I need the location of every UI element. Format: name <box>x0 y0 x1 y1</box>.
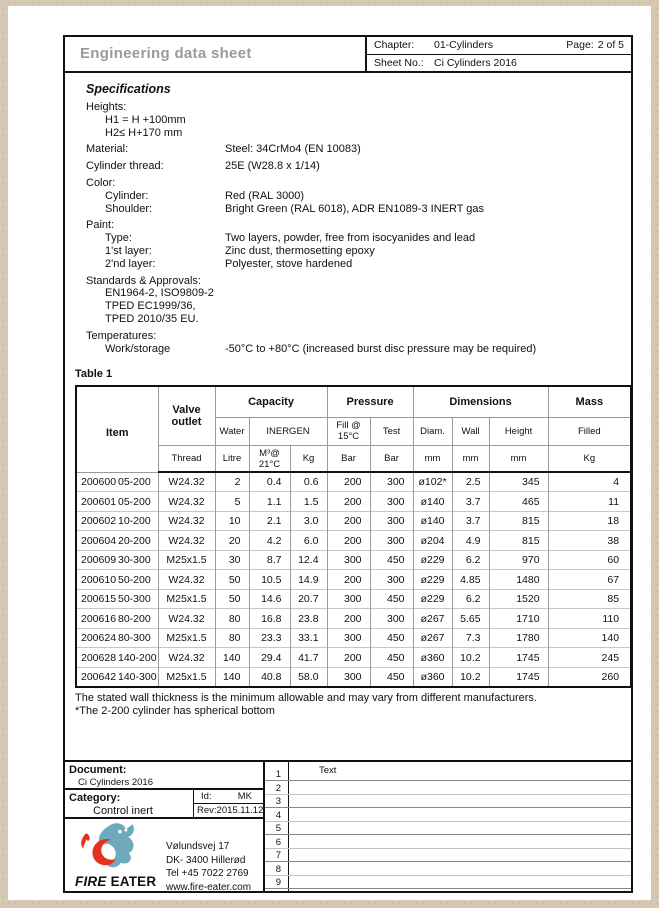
cell-filled: 60 <box>548 550 631 570</box>
text-column-header: Text <box>319 765 337 776</box>
id-value: MK <box>237 791 252 802</box>
table-row <box>76 609 631 629</box>
cell-test: 450 <box>370 550 413 570</box>
fire-eater-logo-icon <box>75 822 153 868</box>
spec-label: Color: <box>86 176 116 189</box>
rev-row <box>194 804 263 817</box>
cell-fill: 200 <box>327 492 370 512</box>
unit-mm-wall: mm <box>452 445 489 472</box>
cell-item-size: 10-200 <box>118 515 151 528</box>
col-inergen: INERGEN <box>249 417 327 445</box>
spec-row <box>86 245 631 258</box>
col-water: Water <box>215 417 249 445</box>
cell-diam: ø267 <box>413 609 452 629</box>
cell-kg: 41.7 <box>290 648 327 668</box>
note-spherical-bottom: *The 2-200 cylinder has spherical bottom <box>75 704 275 717</box>
spec-row <box>86 177 631 190</box>
col-height: Height <box>489 417 548 445</box>
cell-filled: 18 <box>548 511 631 531</box>
category-cell <box>65 790 263 819</box>
cell-item-size: 20-200 <box>118 534 151 547</box>
cell-fill: 300 <box>327 550 370 570</box>
chapter-row <box>367 37 631 55</box>
cell-m3: 2.1 <box>249 511 290 531</box>
table-notes <box>75 692 631 718</box>
spec-row <box>86 300 631 326</box>
spec-row <box>86 287 631 300</box>
cell-kg: 23.8 <box>290 609 327 629</box>
spec-label: EN1964-2, ISO9809-2 <box>105 287 214 300</box>
cell-litre: 140 <box>215 648 249 668</box>
col-fill-line1: Fill @ <box>336 420 361 432</box>
cell-item-code: 200610 <box>81 573 117 586</box>
cell-kg: 58.0 <box>290 667 327 687</box>
table-header <box>76 386 631 472</box>
document-cell <box>65 762 263 790</box>
spec-label: TPED EC1999/36, TPED 2010/35 EU. <box>105 300 199 325</box>
cell-wall: 10.2 <box>452 648 489 668</box>
cell-litre: 140 <box>215 667 249 687</box>
cell-m3: 29.4 <box>249 648 290 668</box>
table-body <box>76 472 631 687</box>
cell-item-code: 200624 <box>81 632 117 645</box>
cell-height: 1480 <box>489 570 548 590</box>
sheet-value: Ci Cylinders 2016 <box>434 56 517 69</box>
spec-value: Steel: 34CrMo4 (EN 10083) <box>225 143 361 156</box>
text-line-row <box>265 849 631 863</box>
spec-row <box>86 160 631 173</box>
unit-m3-line1: M³@ <box>259 447 280 459</box>
spec-row <box>86 143 631 156</box>
spec-label: Standards & Approvals: <box>86 274 201 287</box>
cell-item-code: 200601 <box>81 495 117 508</box>
cell-wall: 4.9 <box>452 531 489 551</box>
col-capacity: Capacity <box>215 386 327 417</box>
spec-row <box>86 127 631 140</box>
spec-label: 1'st layer: <box>105 244 152 257</box>
cell-height: 815 <box>489 511 548 531</box>
address-city: DK- 3400 Hillerød <box>166 854 246 866</box>
line-number: 9 <box>265 876 289 889</box>
cell-item-size: 140-300 <box>118 670 157 683</box>
footer-text-lines <box>265 762 631 891</box>
col-wall: Wall <box>452 417 489 445</box>
line-number: 8 <box>265 862 289 875</box>
numbered-lines <box>265 762 631 891</box>
cell-filled: 85 <box>548 589 631 609</box>
cell-m3: 23.3 <box>249 628 290 648</box>
cell-item-code: 200642 <box>81 670 117 683</box>
col-filled: Filled <box>548 417 631 445</box>
page-value: 2 of 5 <box>597 39 624 52</box>
cell-thread: M25x1.5 <box>158 589 215 609</box>
cell-diam: ø229 <box>413 550 452 570</box>
spec-value: Red (RAL 3000) <box>225 189 305 202</box>
spec-label: Work/storage <box>105 342 171 355</box>
line-number: 7 <box>265 849 289 862</box>
cell-litre: 80 <box>215 628 249 648</box>
cell-height: 815 <box>489 531 548 551</box>
title-cell <box>65 37 365 71</box>
cell-fill: 200 <box>327 472 370 492</box>
cell-thread: M25x1.5 <box>158 550 215 570</box>
id-label: Id: <box>201 791 212 802</box>
col-mass: Mass <box>548 386 631 417</box>
spec-label: Type: <box>105 232 132 245</box>
col-dimensions: Dimensions <box>413 386 548 417</box>
cell-kg: 12.4 <box>290 550 327 570</box>
unit-bar-fill: Bar <box>327 445 370 472</box>
spec-value: Zinc dust, thermosetting epoxy <box>225 244 375 257</box>
col-pressure: Pressure <box>327 386 413 417</box>
cell-thread: W24.32 <box>158 570 215 590</box>
spec-label: H1 = H +100mm <box>105 113 186 126</box>
id-row <box>194 790 263 804</box>
cell-test: 450 <box>370 648 413 668</box>
spec-label: 2'nd layer: <box>105 257 156 270</box>
cell-item-size: 05-200 <box>118 476 151 489</box>
cell-test: 300 <box>370 472 413 492</box>
cell-diam: ø267 <box>413 628 452 648</box>
cell-item-size: 30-300 <box>118 554 151 567</box>
spec-row <box>86 275 631 288</box>
table-row <box>76 628 631 648</box>
cell-m3: 40.8 <box>249 667 290 687</box>
spec-value: Two layers, powder, free from isocyanides and lead <box>225 232 476 245</box>
category-label: Category: <box>69 792 121 804</box>
spec-row <box>86 190 631 203</box>
cell-item <box>76 472 158 492</box>
cell-thread: W24.32 <box>158 472 215 492</box>
cell-litre: 10 <box>215 511 249 531</box>
cell-height: 1745 <box>489 667 548 687</box>
unit-thread: Thread <box>158 445 215 472</box>
cell-fill: 200 <box>327 570 370 590</box>
cell-thread: W24.32 <box>158 648 215 668</box>
cell-item <box>76 492 158 512</box>
table-row <box>76 589 631 609</box>
col-fill <box>327 417 370 445</box>
address-street: Vølundsvej 17 <box>166 841 230 852</box>
cell-diam: ø229 <box>413 589 452 609</box>
cell-test: 450 <box>370 589 413 609</box>
cell-item <box>76 550 158 570</box>
text-line-row <box>265 808 631 822</box>
cell-filled: 4 <box>548 472 631 492</box>
cell-thread: W24.32 <box>158 492 215 512</box>
document-value: Ci Cylinders 2016 <box>78 777 153 788</box>
cell-filled: 260 <box>548 667 631 687</box>
cell-test: 300 <box>370 492 413 512</box>
cell-m3: 10.5 <box>249 570 290 590</box>
col-item: Item <box>76 386 158 472</box>
cell-item <box>76 667 158 687</box>
unit-m3 <box>249 445 290 472</box>
spec-label: H2≤ H+170 mm <box>105 126 183 139</box>
cell-kg: 3.0 <box>290 511 327 531</box>
text-line-row <box>265 822 631 836</box>
spec-label: Shoulder: <box>105 202 153 215</box>
unit-m3-line2: 21°C <box>258 458 281 470</box>
spec-value: 25E (W28.8 x 1/14) <box>225 160 320 173</box>
footer-left-block <box>65 762 265 891</box>
cell-filled: 38 <box>548 531 631 551</box>
spec-label: Cylinder: <box>105 189 149 202</box>
cell-filled: 110 <box>548 609 631 629</box>
cell-test: 450 <box>370 667 413 687</box>
cell-diam: ø140 <box>413 511 452 531</box>
brand-fire: FIRE <box>75 874 107 889</box>
line-number: 6 <box>265 835 289 848</box>
spec-label: Material: <box>86 143 129 156</box>
cell-item <box>76 511 158 531</box>
cell-item-size: 50-300 <box>118 593 151 606</box>
cell-diam: ø360 <box>413 667 452 687</box>
col-fill-line2: 15°C <box>337 431 360 443</box>
cell-m3: 1.1 <box>249 492 290 512</box>
specifications-list <box>65 101 631 355</box>
cell-fill: 200 <box>327 531 370 551</box>
cell-item-code: 200615 <box>81 593 117 606</box>
text-line-row <box>265 835 631 849</box>
spec-value: -50°C to +80°C (increased burst disc pressure may be required) <box>225 342 537 355</box>
cell-item-code: 200609 <box>81 554 117 567</box>
cell-height: 345 <box>489 472 548 492</box>
cell-test: 300 <box>370 609 413 629</box>
line-number: 5 <box>265 822 289 835</box>
text-line-filler <box>265 889 631 891</box>
cell-m3: 14.6 <box>249 589 290 609</box>
document-header <box>65 37 631 73</box>
cell-litre: 30 <box>215 550 249 570</box>
cell-diam: ø140 <box>413 492 452 512</box>
unit-mm-height: mm <box>489 445 548 472</box>
company-address <box>164 819 251 894</box>
cell-item-code: 200602 <box>81 515 117 528</box>
cell-thread: W24.32 <box>158 531 215 551</box>
cell-m3: 0.4 <box>249 472 290 492</box>
table-row <box>76 531 631 551</box>
cell-filled: 11 <box>548 492 631 512</box>
cell-kg: 14.9 <box>290 570 327 590</box>
cell-thread: M25x1.5 <box>158 667 215 687</box>
cell-height: 1520 <box>489 589 548 609</box>
spec-row <box>86 258 631 271</box>
line-number: 1 <box>265 762 289 780</box>
cell-diam: ø360 <box>413 648 452 668</box>
cell-wall: 6.2 <box>452 550 489 570</box>
cell-item-size: 50-200 <box>118 573 151 586</box>
cell-item-size: 05-200 <box>118 495 151 508</box>
cell-item <box>76 609 158 629</box>
table-row <box>76 667 631 687</box>
table-caption: Table 1 <box>75 368 113 381</box>
cell-wall: 6.2 <box>452 589 489 609</box>
cell-m3: 16.8 <box>249 609 290 629</box>
cell-litre: 50 <box>215 589 249 609</box>
cell-item-size: 80-300 <box>118 632 151 645</box>
cell-item <box>76 628 158 648</box>
address-phone: Tel +45 7022 2769 <box>166 868 249 879</box>
table-row <box>76 648 631 668</box>
cell-kg: 1.5 <box>290 492 327 512</box>
spec-row <box>86 343 631 356</box>
spec-row <box>86 219 631 232</box>
cell-fill: 300 <box>327 589 370 609</box>
cell-kg: 33.1 <box>290 628 327 648</box>
page-title: Engineering data sheet <box>80 45 252 62</box>
text-line-row <box>265 795 631 809</box>
cell-wall: 4.85 <box>452 570 489 590</box>
line-number-filler <box>265 889 289 891</box>
cell-item-code: 200600 <box>81 476 117 489</box>
cell-wall: 7.3 <box>452 628 489 648</box>
category-inner <box>65 790 193 817</box>
spec-value: Polyester, stove hardened <box>225 257 353 270</box>
page-label: Page: <box>566 39 594 52</box>
table-row <box>76 511 631 531</box>
spec-row <box>86 114 631 127</box>
cell-filled: 245 <box>548 648 631 668</box>
table-row <box>76 492 631 512</box>
col-valve-outlet: Valve outlet <box>158 386 215 445</box>
cell-litre: 20 <box>215 531 249 551</box>
address-website: www.fire-eater.com <box>166 881 252 893</box>
cell-wall: 3.7 <box>452 511 489 531</box>
cell-fill: 200 <box>327 648 370 668</box>
cell-wall: 3.7 <box>452 492 489 512</box>
spec-row <box>86 232 631 245</box>
unit-litre: Litre <box>215 445 249 472</box>
id-rev-cell <box>193 790 263 817</box>
document-body <box>65 73 631 760</box>
cell-litre: 80 <box>215 609 249 629</box>
sheet-label: Sheet No.: <box>374 56 424 69</box>
cell-item-size: 140-200 <box>118 651 157 664</box>
cell-item <box>76 570 158 590</box>
line-number: 2 <box>265 781 289 794</box>
cell-item-code: 200604 <box>81 534 117 547</box>
cell-item-code: 200616 <box>81 612 117 625</box>
cell-wall: 2.5 <box>452 472 489 492</box>
cell-m3: 8.7 <box>249 550 290 570</box>
line-number: 4 <box>265 808 289 821</box>
cell-filled: 67 <box>548 570 631 590</box>
spec-label: Cylinder thread: <box>86 160 164 173</box>
cell-test: 300 <box>370 531 413 551</box>
document-label: Document: <box>69 764 127 776</box>
unit-mm-diam: mm <box>413 445 452 472</box>
cylinder-data-table <box>75 385 631 688</box>
cell-fill: 300 <box>327 628 370 648</box>
chapter-value: 01-Cylinders <box>434 39 493 52</box>
col-diam: Diam. <box>413 417 452 445</box>
cell-thread: M25x1.5 <box>158 628 215 648</box>
line-number: 3 <box>265 795 289 808</box>
logo-cell <box>65 819 263 894</box>
unit-kg: Kg <box>290 445 327 472</box>
note-wall-thickness: The stated wall thickness is the minimum allowable and may vary from different manufacturers. <box>75 691 537 704</box>
spec-row <box>86 203 631 216</box>
cell-wall: 5.65 <box>452 609 489 629</box>
category-value: Control inert <box>93 805 153 817</box>
cell-height: 1710 <box>489 609 548 629</box>
cell-height: 1780 <box>489 628 548 648</box>
cell-height: 970 <box>489 550 548 570</box>
cell-thread: W24.32 <box>158 609 215 629</box>
cell-item <box>76 648 158 668</box>
cell-kg: 20.7 <box>290 589 327 609</box>
cell-item <box>76 531 158 551</box>
table-row <box>76 570 631 590</box>
cell-filled: 140 <box>548 628 631 648</box>
cell-diam: ø102* <box>413 472 452 492</box>
cell-m3: 4.2 <box>249 531 290 551</box>
table-row <box>76 550 631 570</box>
document-frame <box>63 35 633 893</box>
header-meta <box>365 37 631 71</box>
text-line-row <box>265 862 631 876</box>
cell-item <box>76 589 158 609</box>
spec-label: Temperatures: <box>86 329 157 342</box>
document-footer <box>65 760 631 891</box>
cell-test: 300 <box>370 511 413 531</box>
cell-litre: 5 <box>215 492 249 512</box>
page-indicator <box>566 39 624 51</box>
cell-litre: 50 <box>215 570 249 590</box>
cell-fill: 300 <box>327 667 370 687</box>
cell-fill: 200 <box>327 511 370 531</box>
cell-item-size: 80-200 <box>118 612 151 625</box>
cell-kg: 0.6 <box>290 472 327 492</box>
sheet-row <box>367 55 631 72</box>
cell-height: 465 <box>489 492 548 512</box>
document-sheet <box>8 6 651 900</box>
spec-row <box>86 330 631 343</box>
specifications-heading: Specifications <box>86 82 171 96</box>
cell-test: 450 <box>370 628 413 648</box>
cell-fill: 200 <box>327 609 370 629</box>
cell-test: 300 <box>370 570 413 590</box>
cell-diam: ø204 <box>413 531 452 551</box>
unit-bar-test: Bar <box>370 445 413 472</box>
cell-diam: ø229 <box>413 570 452 590</box>
spec-row <box>86 101 631 114</box>
spec-label: Heights: <box>86 101 127 113</box>
table-row <box>76 472 631 492</box>
cell-wall: 10.2 <box>452 667 489 687</box>
spec-value: Bright Green (RAL 6018), ADR EN1089-3 INERT gas <box>225 202 485 215</box>
spec-label: Paint: <box>86 219 115 232</box>
unit-kg-filled: Kg <box>548 445 631 472</box>
cell-kg: 6.0 <box>290 531 327 551</box>
rev-value: Rev:2015.11.12 <box>197 805 264 816</box>
cell-height: 1745 <box>489 648 548 668</box>
cell-thread: W24.32 <box>158 511 215 531</box>
text-line-row <box>265 781 631 795</box>
text-line-row <box>265 876 631 890</box>
brand-name <box>75 874 164 889</box>
logo-block <box>65 819 164 894</box>
brand-eater: EATER <box>110 874 157 889</box>
chapter-label: Chapter: <box>374 39 415 52</box>
cell-litre: 2 <box>215 472 249 492</box>
cell-item-code: 200628 <box>81 651 117 664</box>
col-test: Test <box>370 417 413 445</box>
